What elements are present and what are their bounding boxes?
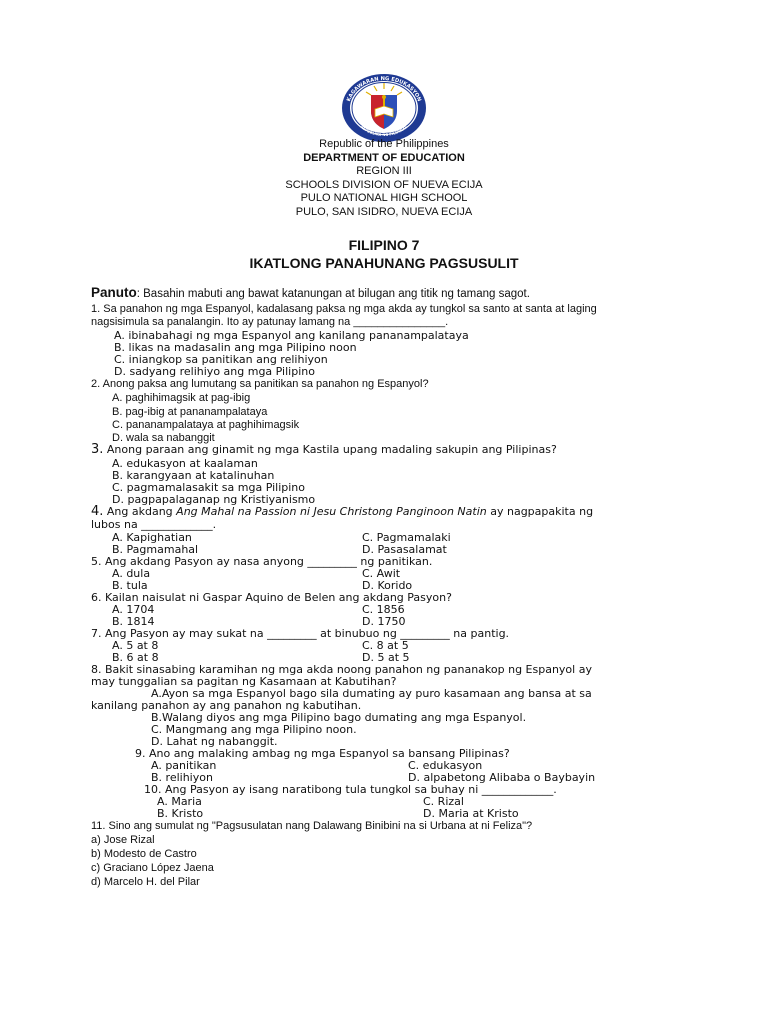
- question-9-choice-c[interactable]: C. edukasyon: [408, 759, 483, 772]
- question-4-text-a: Ang akdang: [103, 505, 177, 518]
- question-1-choice-d[interactable]: D. sadyang relihiyo ang mga Pilipino: [114, 365, 315, 378]
- svg-text:KAGAWARAN NG EDUKASYON: KAGAWARAN NG EDUKASYON: [346, 75, 422, 103]
- question-2-choice-c[interactable]: C. pananampalataya at paghihimagsik: [112, 419, 300, 431]
- question-4-title-italic: Ang Mahal na Passion ni Jesu Christong Panginoon Natin: [176, 505, 487, 518]
- question-3-stem: [91, 444, 557, 456]
- question-9-choice-b[interactable]: B. relihiyon: [151, 771, 213, 784]
- question-3-choice-c[interactable]: C. pagmamalasakit sa mga Pilipino: [112, 481, 305, 494]
- exam-subtitle: IKATLONG PANAHUNANG PAGSUSULIT: [249, 255, 519, 271]
- question-3-text: Anong paraan ang ginamit ng mga Kastila upang madaling sakupin ang Pilipinas?: [103, 443, 557, 456]
- question-8-line2: may tunggalian sa pagitan ng Kasamaan at Kabutihan?: [91, 675, 397, 688]
- question-6-choice-d[interactable]: D. 1750: [362, 615, 406, 628]
- question-4-text-b: ay nagpapakita ng: [486, 505, 594, 518]
- svg-text:REPUBLIKA NG PILIPINAS: REPUBLIKA NG PILIPINAS: [359, 124, 409, 137]
- exam-titles: [0, 236, 768, 272]
- question-7-stem: 7. Ang Pasyon ay may sukat na _________ at binubuo ng _________ na pantig.: [91, 627, 510, 640]
- question-5-choice-b[interactable]: B. tula: [112, 579, 148, 592]
- question-11-choice-c[interactable]: c) Graciano López Jaena: [91, 862, 214, 874]
- question-10-choice-b[interactable]: B. Kristo: [157, 807, 204, 820]
- question-6-choice-c[interactable]: C. 1856: [362, 603, 405, 616]
- question-8-choice-d[interactable]: D. Lahat ng nabanggit.: [151, 735, 278, 748]
- question-11-choice-d[interactable]: d) Marcelo H. del Pilar: [91, 876, 200, 888]
- instructions-label: Panuto: [91, 285, 137, 300]
- question-11-choice-b[interactable]: b) Modesto de Castro: [91, 848, 197, 860]
- question-6-choice-a[interactable]: A. 1704: [112, 603, 155, 616]
- question-3-number: 3.: [91, 442, 104, 457]
- question-5-choice-a[interactable]: A. dula: [112, 567, 151, 580]
- question-4-choice-c[interactable]: C. Pagmamalaki: [362, 531, 451, 544]
- school-header: [0, 138, 768, 220]
- question-5-choice-d[interactable]: D. Korido: [362, 579, 413, 592]
- question-11-choice-a[interactable]: a) Jose Rizal: [91, 834, 155, 846]
- question-4-number: 4.: [91, 504, 104, 519]
- question-7-choice-d[interactable]: D. 5 at 5: [362, 651, 410, 664]
- question-8-choice-a-line2[interactable]: kanilang panahon ay ang panahon ng kabutihan.: [91, 699, 362, 712]
- question-6-stem: 6. Kailan naisulat ni Gaspar Aquino de Belen ang akdang Pasyon?: [91, 591, 452, 604]
- question-10-choice-a[interactable]: A. Maria: [157, 795, 202, 808]
- question-10-choice-d[interactable]: D. Maria at Kristo: [423, 807, 519, 820]
- question-4-choice-b[interactable]: B. Pagmamahal: [112, 543, 199, 556]
- header-department: DEPARTMENT OF EDUCATION: [303, 151, 465, 164]
- question-7-choice-c[interactable]: C. 8 at 5: [362, 639, 409, 652]
- header-republic: Republic of the Philippines: [319, 138, 449, 150]
- question-1-choice-a[interactable]: A. ibinabahagi ng mga Espanyol ang kanilang pananampalataya: [114, 329, 469, 342]
- question-11-stem: 11. Sino ang sumulat ng "Pagsusulatan nang Dalawang Binibini na si Urbana at ni Feliza"?: [91, 820, 533, 832]
- question-7-choice-a[interactable]: A. 5 at 8: [112, 639, 159, 652]
- question-9-stem: 9. Ano ang malaking ambag ng mga Espanyol sa bansang Pilipinas?: [135, 747, 510, 760]
- question-5-stem: 5. Ang akdang Pasyon ay nasa anyong _________ ng panitikan.: [91, 555, 433, 568]
- question-6-choice-b[interactable]: B. 1814: [112, 615, 155, 628]
- question-8-line1: 8. Bakit sinasabing karamihan ng mga akda noong panahon ng pananakop ng Espanyol ay: [91, 663, 592, 676]
- header-school: PULO NATIONAL HIGH SCHOOL: [300, 192, 468, 205]
- question-2-choice-b[interactable]: B. pag-ibig at pananampalataya: [112, 406, 268, 418]
- question-3-choice-a[interactable]: A. edukasyon at kaalaman: [112, 457, 258, 470]
- question-8-choice-a-line1[interactable]: A.Ayon sa mga Espanyol bago sila dumating ay puro kasamaan ang bansa at sa: [151, 687, 592, 700]
- question-4-line2: lubos na _____________.: [91, 518, 217, 531]
- question-2-stem: 2. Anong paksa ang lumutang sa panitikan sa panahon ng Espanyol?: [91, 378, 429, 390]
- question-9-choice-a[interactable]: A. panitikan: [151, 759, 217, 772]
- header-region: REGION III: [356, 165, 412, 178]
- question-5-choice-c[interactable]: C. Awit: [362, 567, 401, 580]
- instructions-text: : Basahin mabuti ang bawat katanungan at bilugan ang titik ng tamang sagot.: [136, 288, 530, 300]
- question-4-choice-d[interactable]: D. Pasasalamat: [362, 543, 447, 556]
- question-10-choice-c[interactable]: C. Rizal: [423, 795, 464, 808]
- exam-title: FILIPINO 7: [348, 237, 420, 253]
- deped-seal-logo: [341, 73, 427, 143]
- question-1-line2: nagsisimula sa panalangin. Ito ay patunay lamang na _______________.: [91, 316, 449, 328]
- header-address: PULO, SAN ISIDRO, NUEVA ECIJA: [295, 205, 473, 218]
- instructions: [91, 286, 530, 301]
- question-8-choice-c[interactable]: C. Mangmang ang mga Pilipino noon.: [151, 723, 357, 736]
- question-8-choice-b[interactable]: B.Walang diyos ang mga Pilipino bago dumating ang mga Espanyol.: [151, 711, 527, 724]
- question-4-stem: [91, 506, 593, 518]
- question-1-line1: 1. Sa panahon ng mga Espanyol, kadalasang paksa ng mga akda ay tungkol sa santo at santa at laging: [91, 303, 597, 315]
- question-2-choice-d[interactable]: D. wala sa nabanggit: [112, 432, 215, 444]
- question-2-choice-a[interactable]: A. paghihimagsik at pag-ibig: [112, 392, 251, 404]
- question-10-stem: 10. Ang Pasyon ay isang naratibong tula tungkol sa buhay ni _____________.: [144, 783, 557, 796]
- question-7-choice-b[interactable]: B. 6 at 8: [112, 651, 159, 664]
- question-1-choice-c[interactable]: C. iniangkop sa panitikan ang relihiyon: [114, 353, 328, 366]
- question-3-choice-d[interactable]: D. pagpapalaganap ng Kristiyanismo: [112, 493, 316, 506]
- header-division: SCHOOLS DIVISION OF NUEVA ECIJA: [285, 178, 483, 191]
- question-9-choice-d[interactable]: D. alpabetong Alibaba o Baybayin: [408, 771, 596, 784]
- question-1-choice-b[interactable]: B. likas na madasalin ang mga Pilipino noon: [114, 341, 357, 354]
- question-3-choice-b[interactable]: B. karangyaan at katalinuhan: [112, 469, 275, 482]
- question-4-choice-a[interactable]: A. Kapighatian: [112, 531, 192, 544]
